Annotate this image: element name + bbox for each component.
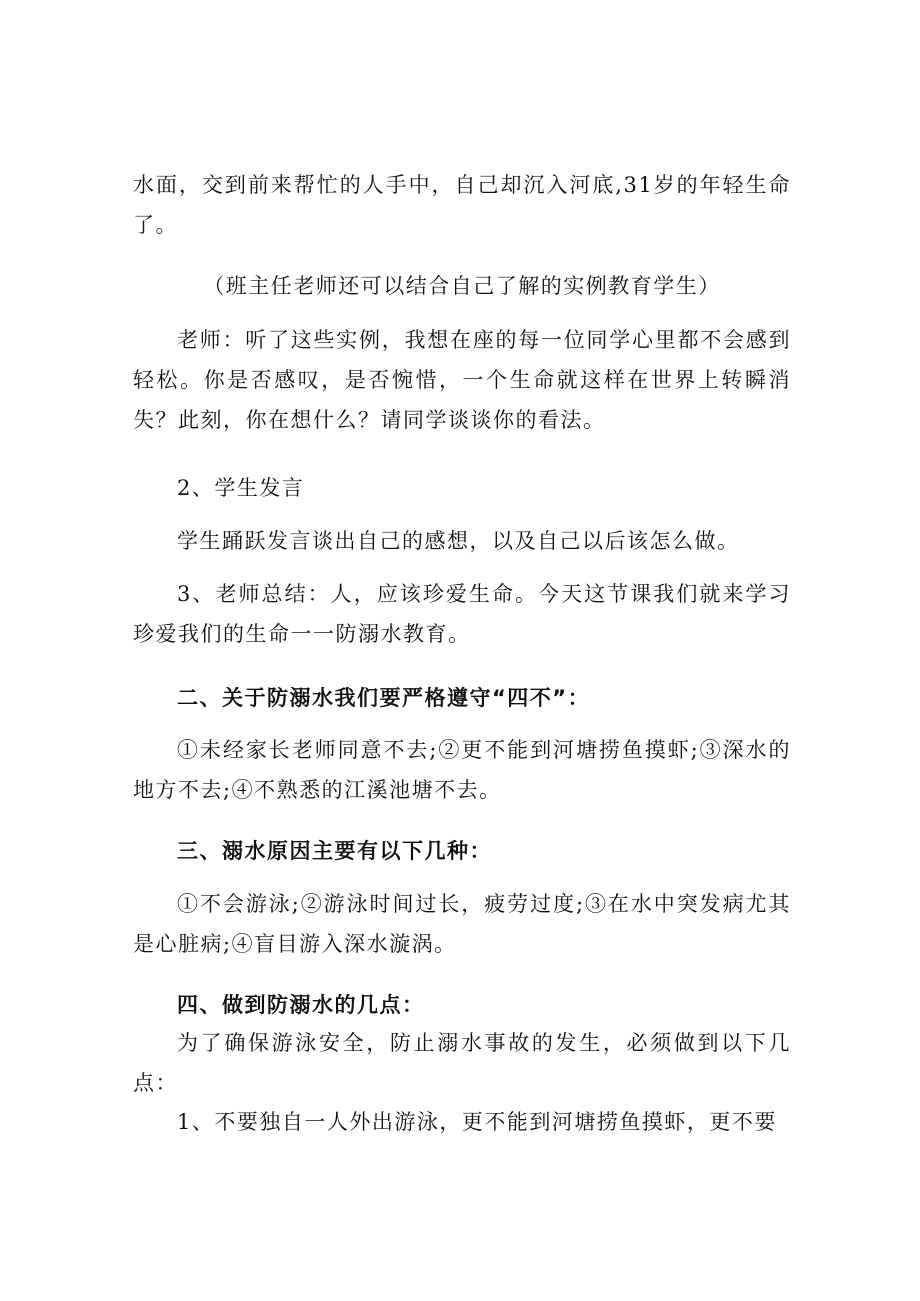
paragraph-student-speech: 学生踊跃发言谈出自己的感想，以及自己以后该怎么做。 (177, 529, 740, 553)
paragraph-step-3: 3、老师总结：人，应该珍爱生命。今天这节课我们就来学习珍爱我们的生命一一防溺水教育。 (133, 582, 791, 646)
heading-section-4: 四、做到防溺水的几点： (177, 993, 425, 1017)
paragraph-teacher-speech: 老师：听了这些实例，我想在座的每一位同学心里都不会感到轻松。你是否感叹，是否惋惜，一个生命就这样在世界上转瞬消失？此刻，你在想什么？请同学谈谈你的看法。 (133, 328, 791, 432)
paragraph-point-1: 1、不要独自一人外出游泳，更不能到河塘捞鱼摸虾，更不要 (177, 1110, 777, 1134)
paragraph-intro-points: 为了确保游泳安全，防止溺水事故的发生，必须做到以下几点： (133, 1031, 791, 1095)
paragraph-note: （班主任老师还可以结合自己了解的实例教育学生） (203, 274, 721, 298)
paragraph-four-rules: ①未经家长老师同意不去;②更不能到河塘捞鱼摸虾;③深水的地方不去;④不熟悉的江溪池塘不去。 (133, 738, 791, 802)
heading-section-3: 三、溺水原因主要有以下几种： (177, 839, 492, 863)
paragraph-continuation: 水面，交到前来帮忙的人手中，自己却沉入河底,31岁的年轻生命了。 (133, 173, 791, 237)
heading-section-2: 二、关于防溺水我们要严格遵守“四不”： (177, 686, 591, 710)
paragraph-causes: ①不会游泳;②游泳时间过长，疲劳过度;③在水中突发病尤其是心脏病;④盲目游入深水漩涡。 (133, 892, 791, 956)
paragraph-step-2: 2、学生发言 (177, 476, 305, 500)
